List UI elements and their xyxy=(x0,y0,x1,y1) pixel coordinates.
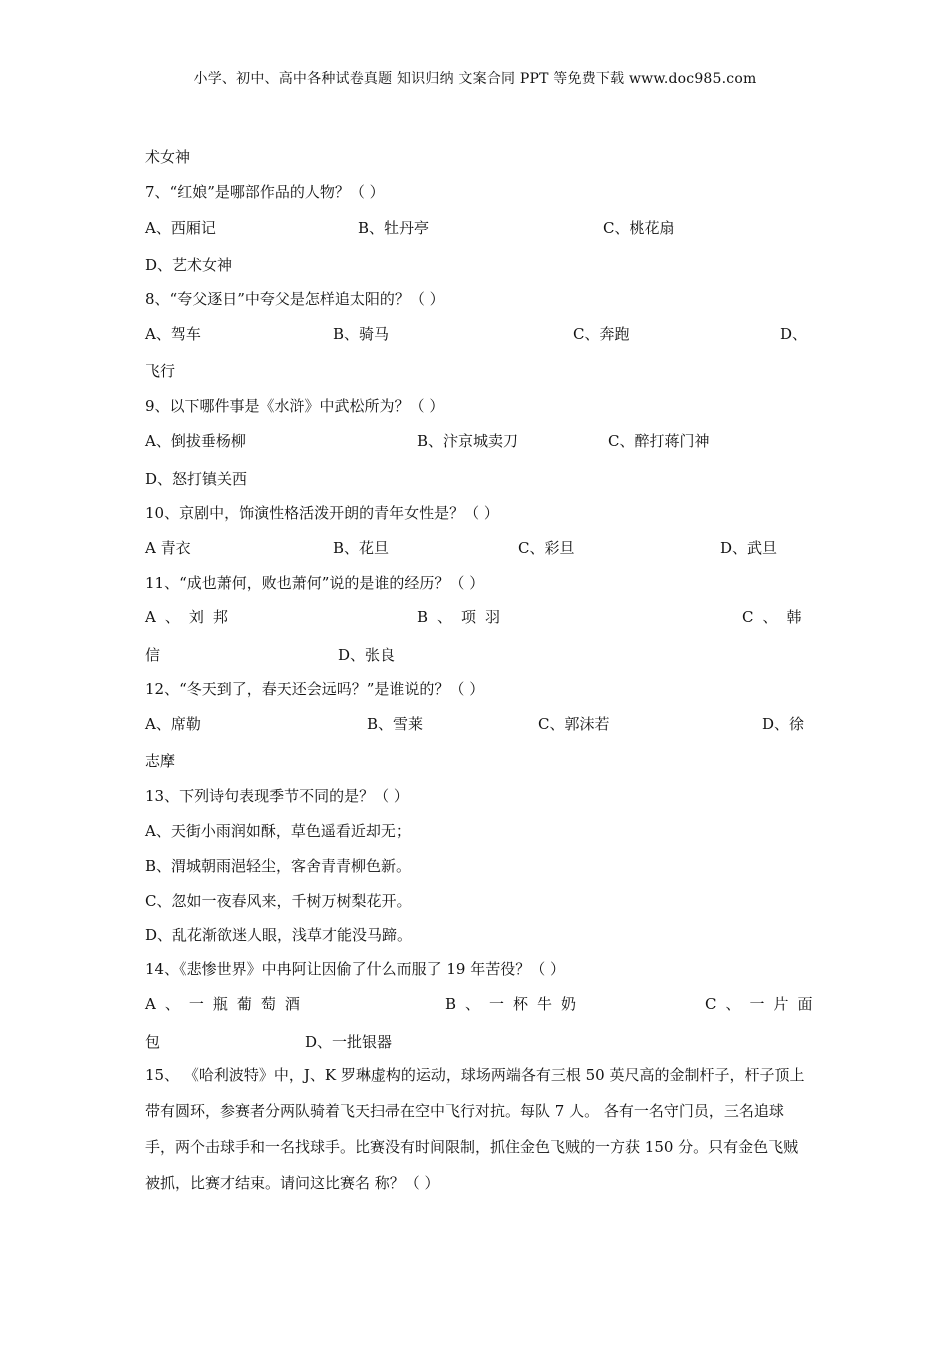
continuation-text: 术女神 xyxy=(145,148,191,166)
question-10: 10、京剧中，饰演性格活泼开朗的青年女性是？（ ） xyxy=(145,504,499,522)
q12-option-d: D、徐 xyxy=(762,715,805,733)
q11-option-d: D、张良 xyxy=(338,646,396,664)
q14-option-c-continued: 包 xyxy=(145,1033,161,1051)
q8-option-a: A、驾车 xyxy=(145,325,201,343)
q9-option-d: D、怒打镇关西 xyxy=(145,470,248,488)
q10-option-b: B、花旦 xyxy=(333,539,390,557)
q8-option-d-continued: 飞行 xyxy=(145,362,176,380)
q13-option-c: C、忽如一夜春风来，千树万树梨花开。 xyxy=(145,892,412,910)
q7-option-b: B、牡丹亭 xyxy=(358,219,430,237)
q10-option-c: C、彩旦 xyxy=(518,539,575,557)
q7-option-c: C、桃花扇 xyxy=(603,219,675,237)
q12-option-a: A、席勒 xyxy=(145,715,201,733)
q7-option-d: D、艺术女神 xyxy=(145,256,233,274)
question-13: 13、下列诗句表现季节不同的是？（ ） xyxy=(145,787,409,805)
question-15: 15、 《哈利波特》中，J、K 罗琳虚构的运动，球场两端各有三根 50 英尺高的金制杆子，杆子顶上带有圆环，参赛者分两队骑着飞天扫帚在空中飞行对抗。每队 7 人。 各有一名守门员，三名追球手，两个击球手和一名找球手。比赛没有时间限制，抓住金色飞贼的一方获 150 分。只有金色飞贼被抓，比赛才结束。请问这比赛名 称？（ ） xyxy=(145,1066,805,1192)
q9-option-a: A、倒拔垂杨柳 xyxy=(145,432,246,450)
q10-option-a: A 青衣 xyxy=(145,539,191,557)
q13-option-b: B、渭城朝雨浥轻尘，客舍青青柳色新。 xyxy=(145,857,412,875)
q11-option-b: B、项羽 xyxy=(417,608,510,626)
q7-option-a: A、西厢记 xyxy=(145,219,216,237)
q10-option-d: D、武旦 xyxy=(720,539,778,557)
question-14: 14、《悲惨世界》中冉阿让因偷了什么而服了 19 年苦役？（ ） xyxy=(145,960,565,978)
q8-option-d: D、 xyxy=(780,325,808,343)
question-7: 7、“红娘”是哪部作品的人物？（ ） xyxy=(145,183,385,201)
q9-option-b: B、汴京城卖刀 xyxy=(417,432,519,450)
q8-option-b: B、骑马 xyxy=(333,325,390,343)
question-8: 8、“夸父逐日”中夸父是怎样追太阳的？（ ） xyxy=(145,290,445,308)
question-12: 12、“冬天到了，春天还会远吗？”是谁说的？（ ） xyxy=(145,680,485,698)
q12-option-c: C、郭沫若 xyxy=(538,715,610,733)
question-9: 9、以下哪件事是《水浒》中武松所为？（ ） xyxy=(145,397,445,415)
q11-option-c-continued: 信 xyxy=(145,646,161,664)
q14-option-b: B、一杯牛奶 xyxy=(445,995,586,1013)
q13-option-d: D、乱花渐欲迷人眼，浅草才能没马蹄。 xyxy=(145,926,413,944)
q11-option-c: C、韩 xyxy=(742,608,811,626)
q13-option-a: A、天街小雨润如酥，草色遥看近却无； xyxy=(145,822,411,840)
q12-option-b: B、雪莱 xyxy=(367,715,424,733)
page-header: 小学、初中、高中各种试卷真题 知识归纳 文案合同 PPT 等免费下载 www.doc985.com xyxy=(193,71,757,87)
q8-option-c: C、奔跑 xyxy=(573,325,630,343)
q14-option-d: D、一批银器 xyxy=(305,1033,393,1051)
q14-option-c: C、一片面 xyxy=(705,995,822,1013)
question-11: 11、“成也萧何，败也萧何”说的是谁的经历？（ ） xyxy=(145,574,485,592)
q9-option-c: C、醉打蒋门神 xyxy=(608,432,710,450)
q11-option-a: A、刘邦 xyxy=(145,608,237,626)
q12-option-d-continued: 志摩 xyxy=(145,752,176,770)
q14-option-a: A、一瓶葡萄酒 xyxy=(145,995,309,1013)
